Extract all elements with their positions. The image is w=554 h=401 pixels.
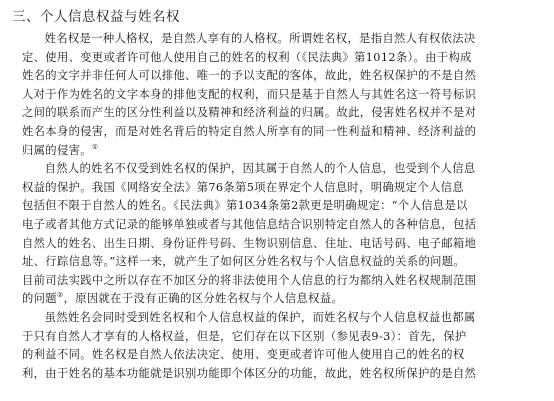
text-line-content: 归属的侵害。 bbox=[22, 143, 92, 157]
text-line: 目前司法实践中之所以存在不加区分的将非法使用个人信息的行为都纳入姓名权规制范围 bbox=[22, 273, 477, 287]
text-line: 包括但不限于自然人的姓名。《民法典》第1034条第2款更是明确规定：“个人信息是以 bbox=[22, 199, 468, 213]
text-line: 电子或者其他方式记录的能够单独或者与其他信息结合识别特定自然人的各种信息，包括 bbox=[22, 217, 477, 231]
footnote-marker[interactable]: ② bbox=[56, 291, 64, 300]
footnote-marker[interactable]: ① bbox=[91, 142, 99, 151]
paragraph-name-right bbox=[22, 30, 532, 160]
paragraph-personal-info bbox=[22, 160, 532, 309]
text-line: 之间的联系而产生的区分性利益以及精神和经济利益的归属。故此，侵害姓名权并不是对 bbox=[22, 106, 477, 120]
text-line bbox=[22, 142, 532, 161]
text-line-content: 的问题 bbox=[22, 292, 57, 306]
text-line: 人对于作为姓名的文字本身的排他支配的权利，而只是基于自然人与其姓名这一符号标识 bbox=[22, 87, 477, 101]
text-line: 权益的保护。我国《网络安全法》第76条第5项在界定个人信息时，明确规定个人信息 bbox=[22, 180, 464, 194]
text-line: 自然人的姓名不仅受到姓名权的保护，因其属于自然人的个人信息，也受到个人信息 bbox=[44, 162, 476, 176]
text-line: 姓名的文字并非任何人可以排他、唯一的予以支配的客体，故此，姓名权保护的不是自然 bbox=[22, 69, 477, 83]
text-line: 的利益不同。姓名权是自然人依法决定、使用、变更或者许可他人使用自己的姓名的权 bbox=[22, 348, 465, 362]
text-line: 利，由于姓名的基本功能就是识别功能即个体区分的功能，故此，姓名权所保护的是自然 bbox=[22, 366, 477, 380]
text-line: 姓名权是一种人格权，是自然人享有的人格权。所谓姓名权，是指自然人有权依法决 bbox=[44, 32, 476, 45]
section-title: 三、个人信息权益与姓名权 bbox=[12, 9, 180, 25]
text-line: 自然人的姓名、出生日期、身份证件号码、生物识别信息、住址、电话号码、电子邮箱地 bbox=[22, 236, 477, 250]
text-line bbox=[22, 290, 532, 309]
text-line: 虽然姓名会同时受到姓名权和个人信息权益的保护，而姓名权与个人信息权益也都属 bbox=[44, 310, 476, 324]
text-line: 于只有自然人才享有的人格权益，但是，它们存在以下区别（参见表9-3）：首先，保护 bbox=[22, 329, 467, 343]
text-line-content: ，原因就在于没有正确的区分姓名权与个人信息权益。 bbox=[63, 292, 344, 306]
text-line: 姓名本身的侵害，而是对姓名背后的特定自然人所享有的同一性利益和精神、经济利益的 bbox=[22, 124, 477, 138]
text-line: 址、行踪信息等。”这样一来，就产生了如何区分姓名权与个人信息权益的关系的问题。 bbox=[22, 255, 466, 269]
text-line: 定、使用、变更或者许可他人使用自己的姓名的权利（《民法典》第1012条）。由于构成 bbox=[22, 50, 472, 64]
paragraph-differences bbox=[22, 309, 532, 383]
